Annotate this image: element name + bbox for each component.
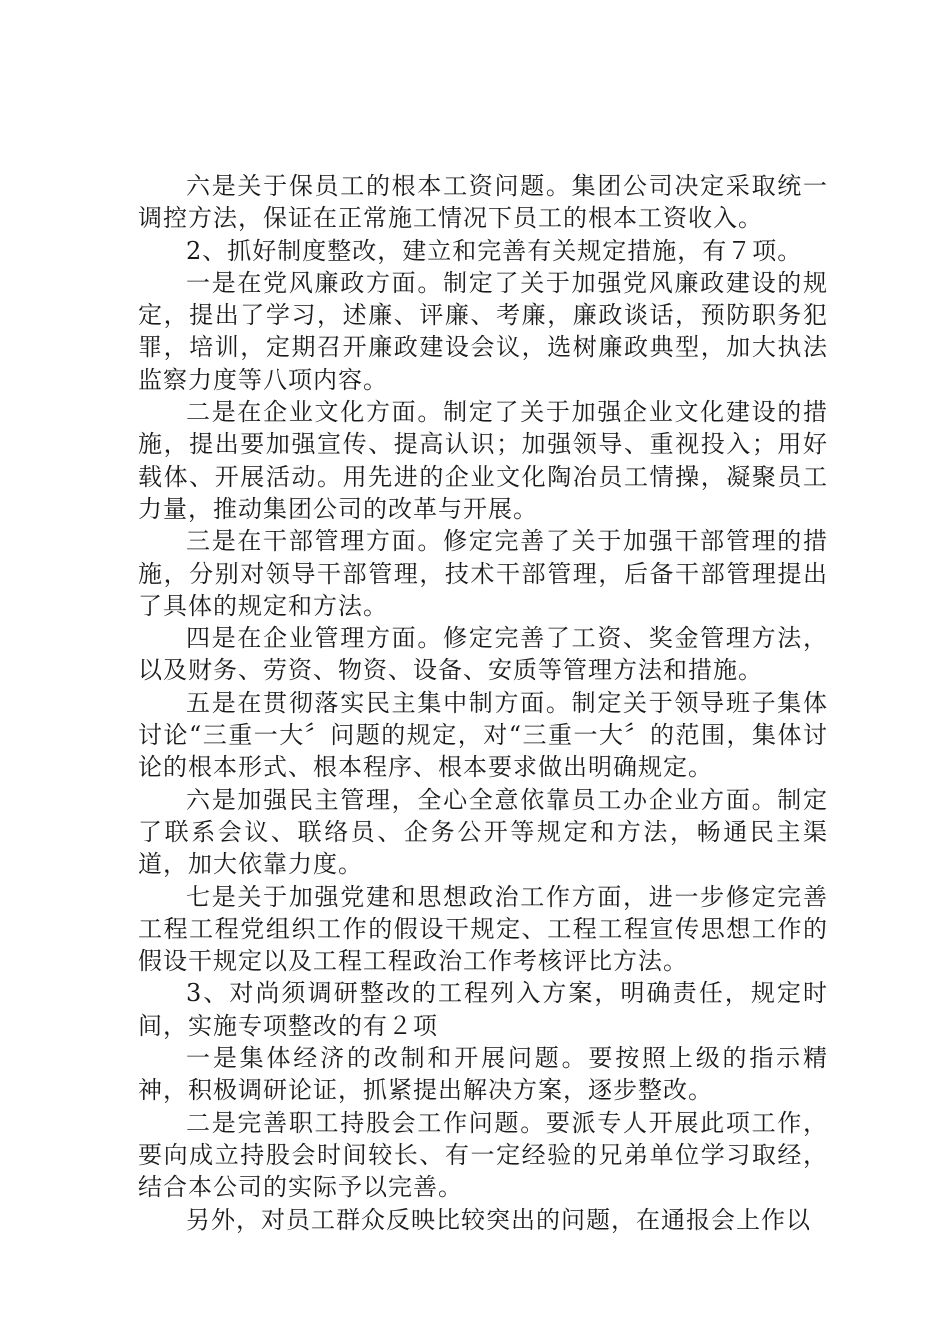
paragraph: 二是在企业文化方面。制定了关于加强企业文化建设的措施，提出要加强宣传、提高认识；加强领导、重视投入；用好载体、开展活动。用先进的企业文化陶冶员工情操，凝聚员工力量，推动集团公司的改革与开展。: [138, 398, 828, 523]
paragraph: 3、对尚须调研整改的工程列入方案，明确责任，规定时间，实施专项整改的有２项: [138, 979, 828, 1040]
document-body: [138, 170, 828, 1236]
paragraph: 另外，对员工群众反映比较突出的问题，在通报会上作以: [186, 1205, 811, 1234]
paragraph: 四是在企业管理方面。修定完善了工资、奖金管理方法，以及财务、劳资、物资、设备、安质等管理方法和措施。: [138, 624, 828, 685]
paragraph: 2、抓好制度整改，建立和完善有关规定措施，有７项。: [186, 236, 803, 265]
paragraph: 二是完善职工持股会工作问题。要派专人开展此项工作，要向成立持股会时间较长、有一定经验的兄弟单位学习取经，结合本公司的实际予以完善。: [138, 1108, 828, 1202]
paragraph: 六是关于保员工的根本工资问题。集团公司决定采取统一调控方法，保证在正常施工情况下员工的根本工资收入。: [138, 172, 828, 233]
paragraph: 三是在干部管理方面。修定完善了关于加强干部管理的措施，分别对领导干部管理，技术干部管理，后备干部管理提出了具体的规定和方法。: [138, 527, 828, 620]
paragraph: 七是关于加强党建和思想政治工作方面，进一步修定完善工程工程党组织工作的假设干规定、工程工程宣传思想工作的假设干规定以及工程工程政治工作考核评比方法。: [138, 882, 828, 976]
paragraph: 一是在党风廉政方面。制定了关于加强党风廉政建设的规定，提出了学习，述廉、评廉、考廉，廉政谈话，预防职务犯罪，培训，定期召开廉政建设会议，选树廉政典型，加大执法监察力度等八项内容。: [138, 268, 828, 394]
paragraph: 六是加强民主管理，全心全意依靠员工办企业方面。制定了联系会议、联络员、企务公开等规定和方法，畅通民主渠道，加大依靠力度。: [138, 785, 828, 879]
paragraph: 一是集体经济的改制和开展问题。要按照上级的指示精神，积极调研论证，抓紧提出解决方案，逐步整改。: [138, 1044, 828, 1105]
paragraph: 五是在贯彻落实民主集中制方面。制定关于领导班子集体讨论“三重一大〞问题的规定，对“三重一大〞的范围，集体讨论的根本形式、根本程序、根本要求做出明确规定。: [138, 688, 828, 782]
